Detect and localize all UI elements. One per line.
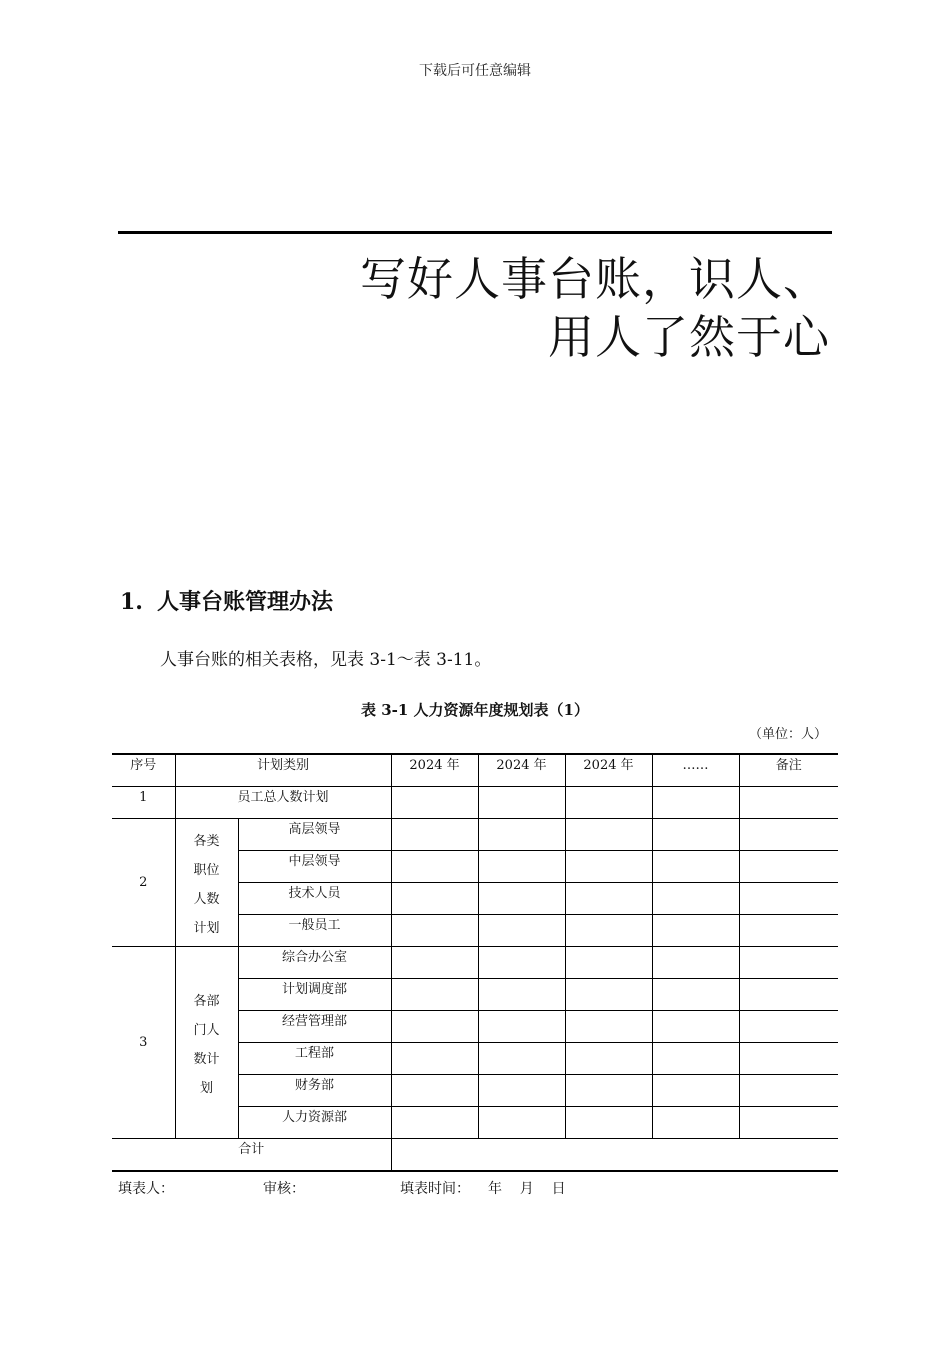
value-cell <box>391 1043 478 1075</box>
unit-note: （单位：人） <box>748 727 827 742</box>
header-more: …… <box>652 754 739 787</box>
group-label-line: 各部 <box>193 993 220 1009</box>
total-value-cell <box>391 1139 838 1172</box>
title-rule <box>118 231 832 234</box>
row-label: 技术人员 <box>238 883 391 915</box>
value-cell <box>739 883 838 915</box>
title-line-2: 用人了然于心 <box>548 310 830 364</box>
value-cell <box>391 947 478 979</box>
value-cell <box>391 915 478 947</box>
group-label-line: 计划 <box>193 920 220 936</box>
group-label-line: 各类 <box>193 833 220 849</box>
filler-label: 填表人： <box>118 1181 174 1197</box>
value-cell <box>652 883 739 915</box>
value-cell <box>652 1107 739 1139</box>
group-label <box>175 947 238 1139</box>
value-cell <box>739 1075 838 1107</box>
group-label <box>175 819 238 947</box>
value-cell <box>739 979 838 1011</box>
value-cell <box>565 1107 652 1139</box>
header-year-1: 2024 年 <box>391 754 478 787</box>
value-cell <box>478 979 565 1011</box>
value-cell <box>478 1011 565 1043</box>
title-line-1: 写好人事台账，识人、 <box>360 252 830 306</box>
intro-paragraph: 人事台账的相关表格，见表 3-1～表 3-11。 <box>160 650 492 670</box>
value-cell <box>739 947 838 979</box>
header-year-3: 2024 年 <box>565 754 652 787</box>
section-heading <box>120 585 333 616</box>
header-seq: 序号 <box>112 754 175 787</box>
table-row <box>112 819 838 851</box>
value-cell <box>478 819 565 851</box>
header-note: 下载后可任意编辑 <box>419 63 531 79</box>
value-cell <box>739 1107 838 1139</box>
value-cell <box>391 1107 478 1139</box>
row-label: 工程部 <box>238 1043 391 1075</box>
value-cell <box>565 915 652 947</box>
date-label: 填表时间： <box>400 1181 470 1197</box>
table-row <box>112 787 838 819</box>
value-cell <box>391 1075 478 1107</box>
group-label-line: 数计 <box>193 1051 220 1067</box>
row-label: 高层领导 <box>238 819 391 851</box>
group-label-line: 划 <box>199 1080 213 1096</box>
row-label: 员工总人数计划 <box>175 787 391 819</box>
group-label-line: 职位 <box>193 862 220 878</box>
header-category: 计划类别 <box>175 754 391 787</box>
document-title <box>360 250 830 366</box>
value-cell <box>652 915 739 947</box>
table-header-row <box>112 754 838 787</box>
value-cell <box>652 851 739 883</box>
value-cell <box>739 915 838 947</box>
value-cell <box>391 819 478 851</box>
row-label: 一般员工 <box>238 915 391 947</box>
value-cell <box>478 1075 565 1107</box>
value-cell <box>565 979 652 1011</box>
value-cell <box>652 787 739 819</box>
value-cell <box>739 1043 838 1075</box>
value-cell <box>391 851 478 883</box>
value-cell <box>391 883 478 915</box>
value-cell <box>478 915 565 947</box>
section-number: 1. <box>120 589 143 615</box>
table-row <box>112 947 838 979</box>
value-cell <box>565 851 652 883</box>
value-cell <box>565 947 652 979</box>
row-label: 经营管理部 <box>238 1011 391 1043</box>
section-heading-text: 人事台账管理办法 <box>156 589 333 615</box>
value-cell <box>652 979 739 1011</box>
value-cell <box>652 1075 739 1107</box>
row-seq: 1 <box>112 787 175 819</box>
value-cell <box>391 1011 478 1043</box>
value-cell <box>478 1043 565 1075</box>
value-cell <box>565 819 652 851</box>
row-label: 综合办公室 <box>238 947 391 979</box>
total-row <box>112 1139 838 1172</box>
value-cell <box>739 851 838 883</box>
value-cell <box>652 1043 739 1075</box>
value-cell <box>565 1011 652 1043</box>
value-cell <box>565 1075 652 1107</box>
row-label: 财务部 <box>238 1075 391 1107</box>
row-label: 中层领导 <box>238 851 391 883</box>
value-cell <box>652 1011 739 1043</box>
value-cell <box>478 851 565 883</box>
group-label-line: 人数 <box>193 891 220 907</box>
header-year-2: 2024 年 <box>478 754 565 787</box>
hr-plan-table <box>112 753 838 1172</box>
group-seq: 3 <box>112 947 175 1139</box>
header-remark: 备注 <box>739 754 838 787</box>
value-cell <box>565 883 652 915</box>
value-cell <box>565 787 652 819</box>
value-cell <box>739 1011 838 1043</box>
value-cell <box>739 787 838 819</box>
value-cell <box>478 1107 565 1139</box>
row-label: 计划调度部 <box>238 979 391 1011</box>
reviewer-label: 审核： <box>263 1181 305 1197</box>
group-label-line: 门人 <box>193 1022 220 1038</box>
value-cell <box>478 947 565 979</box>
value-cell <box>391 979 478 1011</box>
value-cell <box>391 787 478 819</box>
value-cell <box>652 947 739 979</box>
table-caption: 表 3-1 人力资源年度规划表（1） <box>361 701 589 719</box>
date-value: 年 月 日 <box>488 1181 566 1197</box>
row-label: 人力资源部 <box>238 1107 391 1139</box>
value-cell <box>478 883 565 915</box>
value-cell <box>478 787 565 819</box>
total-label: 合计 <box>112 1139 391 1172</box>
group-seq: 2 <box>112 819 175 947</box>
value-cell <box>565 1043 652 1075</box>
value-cell <box>739 819 838 851</box>
value-cell <box>652 819 739 851</box>
